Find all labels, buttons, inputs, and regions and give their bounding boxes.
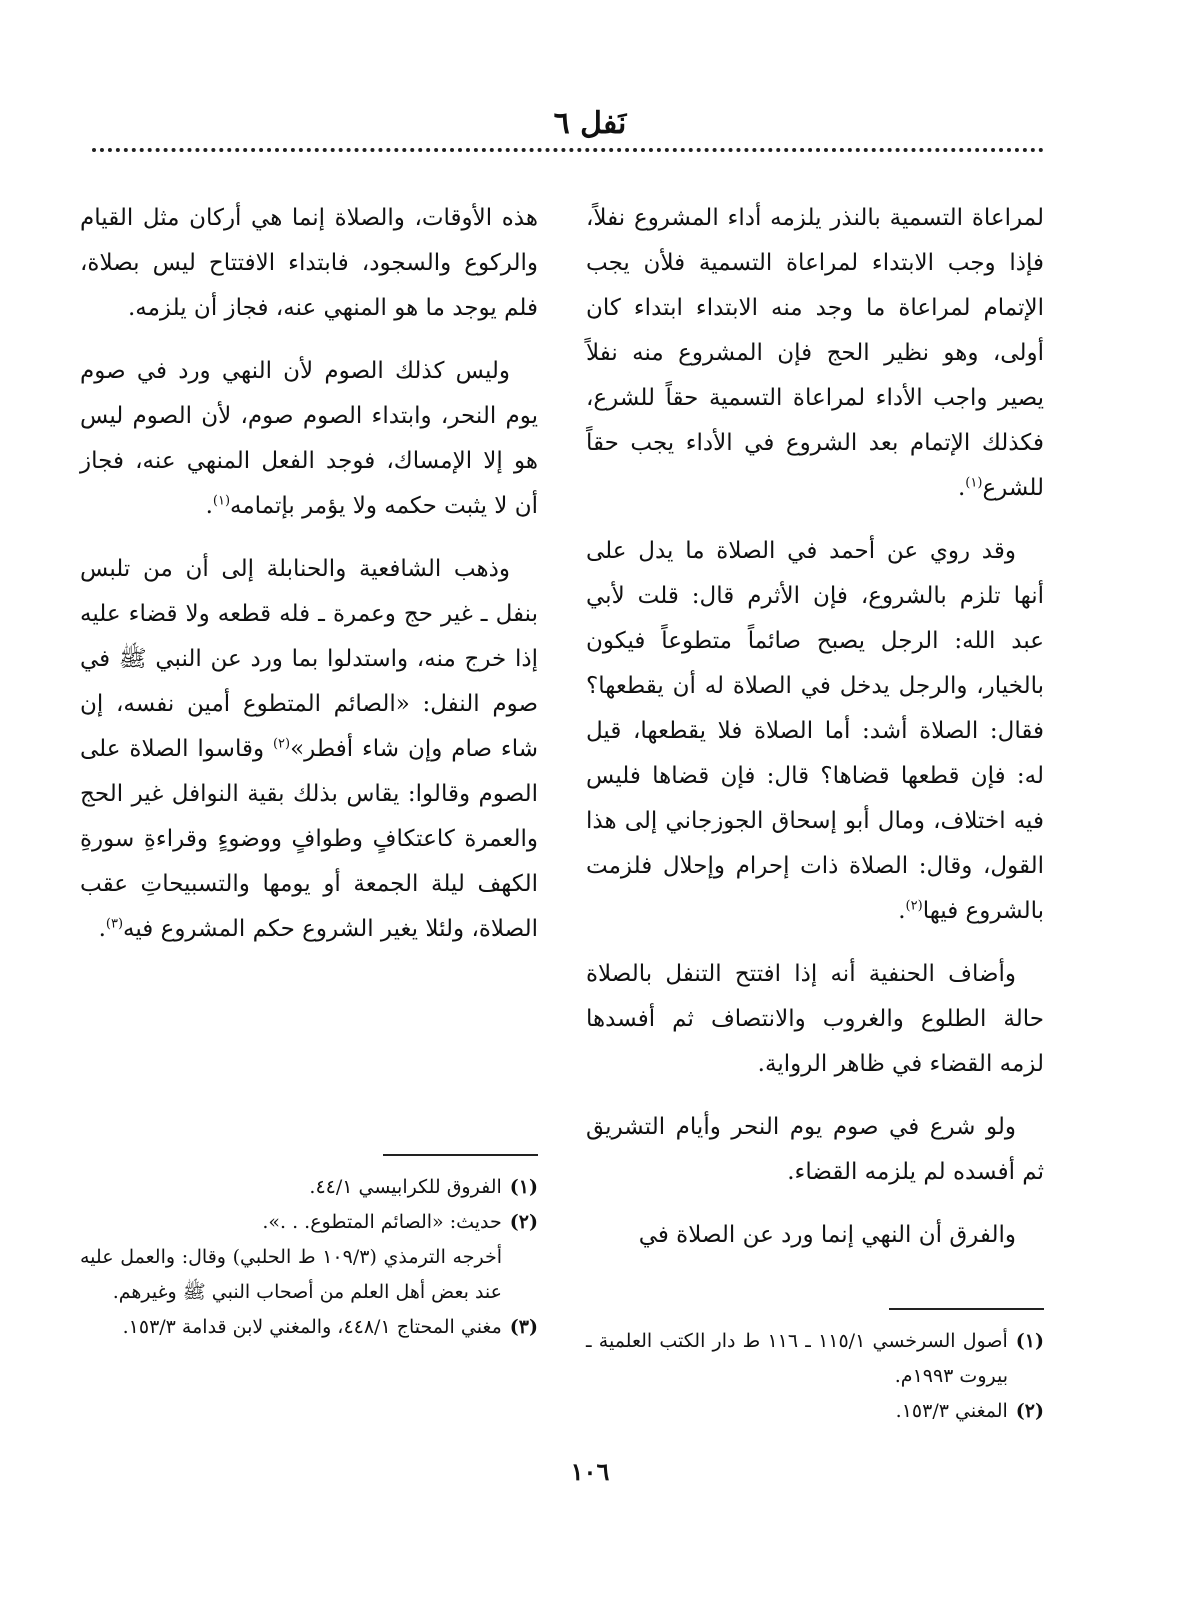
left-column — [80, 196, 538, 970]
footnote: (١)الفروق للكرابيسي ٤٤/١. — [309, 1176, 538, 1198]
footnote-marker: (١) — [965, 475, 983, 491]
footnote-rule — [889, 1308, 1044, 1310]
dotted-header-rule — [92, 148, 1044, 152]
footnote-marker: (٢) — [905, 898, 923, 914]
footnote: (٢)المغني ١٥٣/٣. — [895, 1400, 1044, 1422]
paragraph: لمراعاة التسمية بالنذر يلزمه أداء المشروع نفلاً، فإذا وجب الابتداء لمراعاة التسمية فلأن يجب الإتمام لمراعاة ما وجد منه الابتداء ابتداء كان أولى، وهو نظير الحج فإن المشروع منه نفلاً يصير واجب الأداء لمراعاة التسمية حقاً للشرع، فكذلك الإتمام بعد الشروع في الأداء يجب حقاً للشرع$^{(١)}$. — [586, 205, 1044, 501]
paragraph: وأضاف الحنفية أنه إذا افتتح التنفل بالصلاة حالة الطلوع والغروب والانتصاف ثم أفسدها لزمه القضاء في ظاهر الرواية. — [586, 961, 1044, 1077]
left-footnotes — [80, 1140, 538, 1345]
paragraph: هذه الأوقات، والصلاة إنما هي أركان مثل القيام والركوع والسجود، فابتداء الافتتاح ليس بصلاة، فلم يوجد ما هو المنهي عنه، فجاز أن يلزمه. — [80, 205, 538, 321]
paragraph: ولو شرع في صوم يوم النحر وأيام التشريق ثم أفسده لم يلزمه القضاء. — [586, 1114, 1044, 1185]
footnote-marker: (١) — [212, 493, 231, 509]
page-title: نَفل ٦ — [553, 106, 627, 141]
right-footnotes — [586, 1294, 1044, 1429]
paragraph: وقد روي عن أحمد في الصلاة ما يدل على أنها تلزم بالشروع، فإن الأثرم قال: قلت لأبي عبد الله: الرجل يصبح صائماً متطوعاً فيكون بالخيار، والرجل يدخل في الصلاة له أن يقطعها؟ فقال: الصلاة أشد: أما الصلاة فلا يقطعها، قيل له: فإن قطعها قضاها؟ قال: فإن قضاها فليس فيه اختلاف، ومال أبو إسحاق الجوزجاني إلى هذا القول، وقال: الصلاة ذات إحرام وإحلال فلزمت بالشروع فيها$^{(٢)}$. — [586, 538, 1044, 924]
paragraph: وذهب الشافعية والحنابلة إلى أن من تلبس بنفل ـ غير حج وعمرة ـ فله قطعه ولا قضاء عليه إذا خرج منه، واستدلوا بما ورد عن النبي ﷺ في صوم النفل: «الصائم المتطوع أمين نفسه، إن شاء صام وإن شاء أفطر»$^{(٢)}$ وقاسوا الصلاة على الصوم وقالوا: يقاس بذلك بقية النوافل غير الحج والعمرة كاعتكافٍ وطوافٍ ووضوءٍ وقراءةِ سورةِ الكهف ليلة الجمعة أو يومها والتسبيحاتِ عقب الصلاة، ولئلا يغير الشروع حكم المشروع فيه$^{(٣)}$. — [80, 556, 538, 942]
footnote-rule — [383, 1154, 538, 1156]
footnote: (٢)حديث: «الصائم المتطوع. . .». — [262, 1211, 538, 1233]
paragraph: والفرق أن النهي إنما ورد عن الصلاة في — [638, 1222, 1016, 1248]
footnote-continuation: أخرجه الترمذي (١٠٩/٣ ط الحلبي) وقال: والعمل عليه عند بعض أهل العلم من أصحاب النبي ﷺ وغيرهم. — [80, 1246, 502, 1303]
footnote-marker: (٣) — [105, 916, 124, 932]
footnote: (١)أصول السرخسي ١١٥/١ ـ ١١٦ ط دار الكتب العلمية ـ بيروت ١٩٩٣م. — [586, 1330, 1044, 1387]
right-column — [586, 196, 1044, 1276]
paragraph: وليس كذلك الصوم لأن النهي ورد في صوم يوم النحر، وابتداء الصوم صوم، لأن الصوم ليس هو إلا الإمساك، فوجد الفعل المنهي عنه، فجاز أن لا يثبت حكمه ولا يؤمر بإتمامه$^{(١)}$. — [80, 358, 538, 519]
footnote-marker: (٢) — [272, 736, 291, 752]
page-number: ١٠٦ — [570, 1457, 610, 1486]
footnote: (٣)مغني المحتاج ٤٤٨/١، والمغني لابن قدامة ١٥٣/٣. — [122, 1316, 538, 1338]
